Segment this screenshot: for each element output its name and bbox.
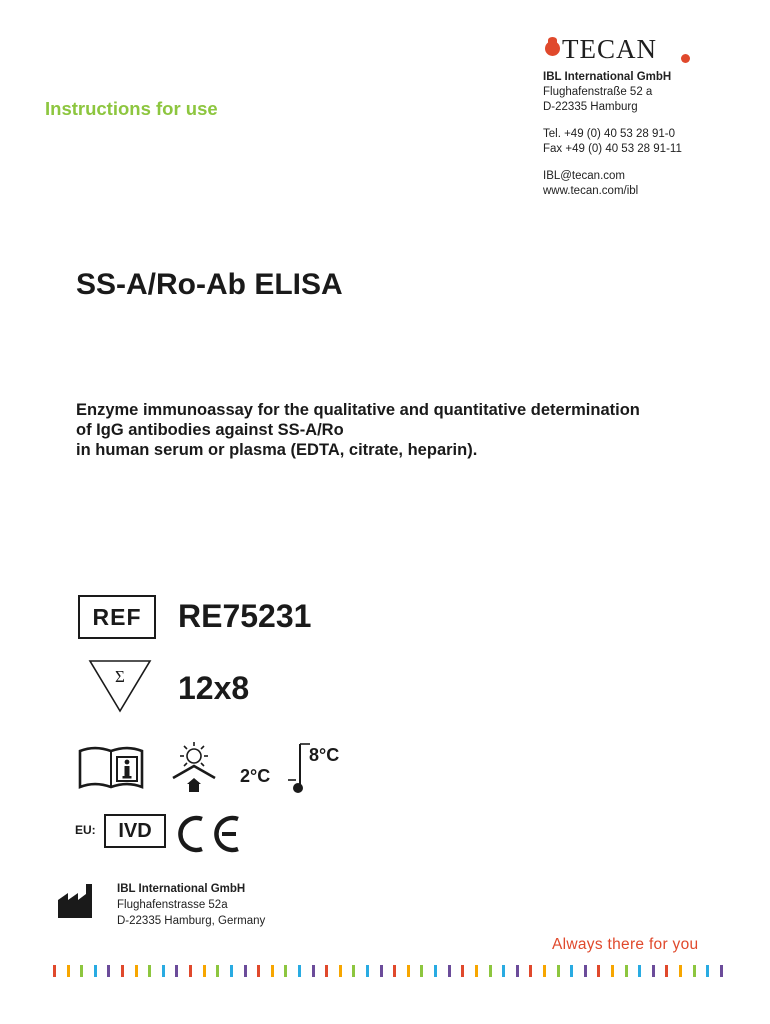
decorative-tick [162,965,165,977]
ref-label: REF [92,603,142,630]
page-title: SS-A/Ro-Ab ELISA [76,268,343,301]
logo-text: TECAN [562,34,657,64]
eu-prefix: EU: [75,823,96,837]
decorative-tick [175,965,178,977]
tagline: Always there for you [552,936,699,953]
decorative-tick [80,965,83,977]
header-city: D-22335 Hamburg [543,101,638,113]
product-description [76,400,726,460]
ref-symbol [78,595,156,639]
decorative-tick [638,965,641,977]
decorative-tick [420,965,423,977]
decorative-tick [529,965,532,977]
decorative-tick [543,965,546,977]
decorative-tick [557,965,560,977]
document-type: Instructions for use [45,98,218,119]
decorative-tick [461,965,464,977]
decorative-tick [53,965,56,977]
decorative-tick [652,965,655,977]
decorative-tick [597,965,600,977]
decorative-tick [284,965,287,977]
header-fax: Fax +49 (0) 40 53 28 91-11 [543,143,682,155]
decorative-tick [611,965,614,977]
decorative-tick [107,965,110,977]
decorative-tick [570,965,573,977]
ivd-symbol [104,814,166,848]
header-email: IBL@tecan.com [543,170,625,182]
decorative-tick [121,965,124,977]
description-line: Enzyme immunoassay for the qualitative and quantitative determination [76,401,640,419]
sigma-triangle-icon [88,658,152,714]
decorative-tick [230,965,233,977]
header-street: Flughafenstraße 52 a [543,86,653,98]
temp-high: 8°C [309,745,340,765]
decorative-tick [94,965,97,977]
decorative-tick [312,965,315,977]
decorative-tick [665,965,668,977]
decorative-tick [244,965,247,977]
decorative-tick [706,965,709,977]
header-web: www.tecan.com/ibl [543,185,639,197]
decorative-tick [393,965,396,977]
decorative-tick [148,965,151,977]
consult-instructions-icon [78,745,144,789]
manufacturer-company: IBL International GmbH [117,883,246,895]
decorative-tick [434,965,437,977]
temp-low: 2°C [240,766,271,786]
header-address [543,70,682,199]
decorative-tick [67,965,70,977]
decorative-tick [352,965,355,977]
decorative-tick [271,965,274,977]
decorative-tick [339,965,342,977]
decorative-tick [407,965,410,977]
ce-mark-icon [172,813,244,853]
decorative-tick [475,965,478,977]
decorative-tick [366,965,369,977]
decorative-tick [380,965,383,977]
decorative-tick [720,965,723,977]
header-tel: Tel. +49 (0) 40 53 28 91-0 [543,128,676,140]
decorative-tick [584,965,587,977]
manufacturer-city: D-22335 Hamburg, Germany [117,915,266,927]
decorative-tick [325,965,328,977]
decorative-tick-bar [53,965,723,979]
decorative-tick [203,965,206,977]
decorative-tick [448,965,451,977]
decorative-tick [135,965,138,977]
storage-temperature [236,740,356,796]
decorative-tick [625,965,628,977]
manufacturer-factory-icon [56,882,96,920]
decorative-tick [679,965,682,977]
description-line: in human serum or plasma (EDTA, citrate, heparin). [76,441,478,459]
description-line: of IgG antibodies against SS-A/Ro [76,421,344,439]
decorative-tick [257,965,260,977]
decorative-tick [502,965,505,977]
ref-number: RE75231 [178,598,312,634]
decorative-tick [189,965,192,977]
decorative-tick [216,965,219,977]
manufacturer-address [117,881,265,929]
keep-away-sunlight-icon [165,740,223,794]
decorative-tick [489,965,492,977]
sigma-symbol: Σ [115,667,125,686]
ivd-label: IVD [118,819,152,842]
decorative-tick [516,965,519,977]
tecan-logo-icon [545,34,705,66]
decorative-tick [298,965,301,977]
manufacturer-street: Flughafenstrasse 52a [117,899,228,911]
header-company: IBL International GmbH [543,71,672,83]
decorative-tick [693,965,696,977]
sigma-value: 12x8 [178,670,250,706]
